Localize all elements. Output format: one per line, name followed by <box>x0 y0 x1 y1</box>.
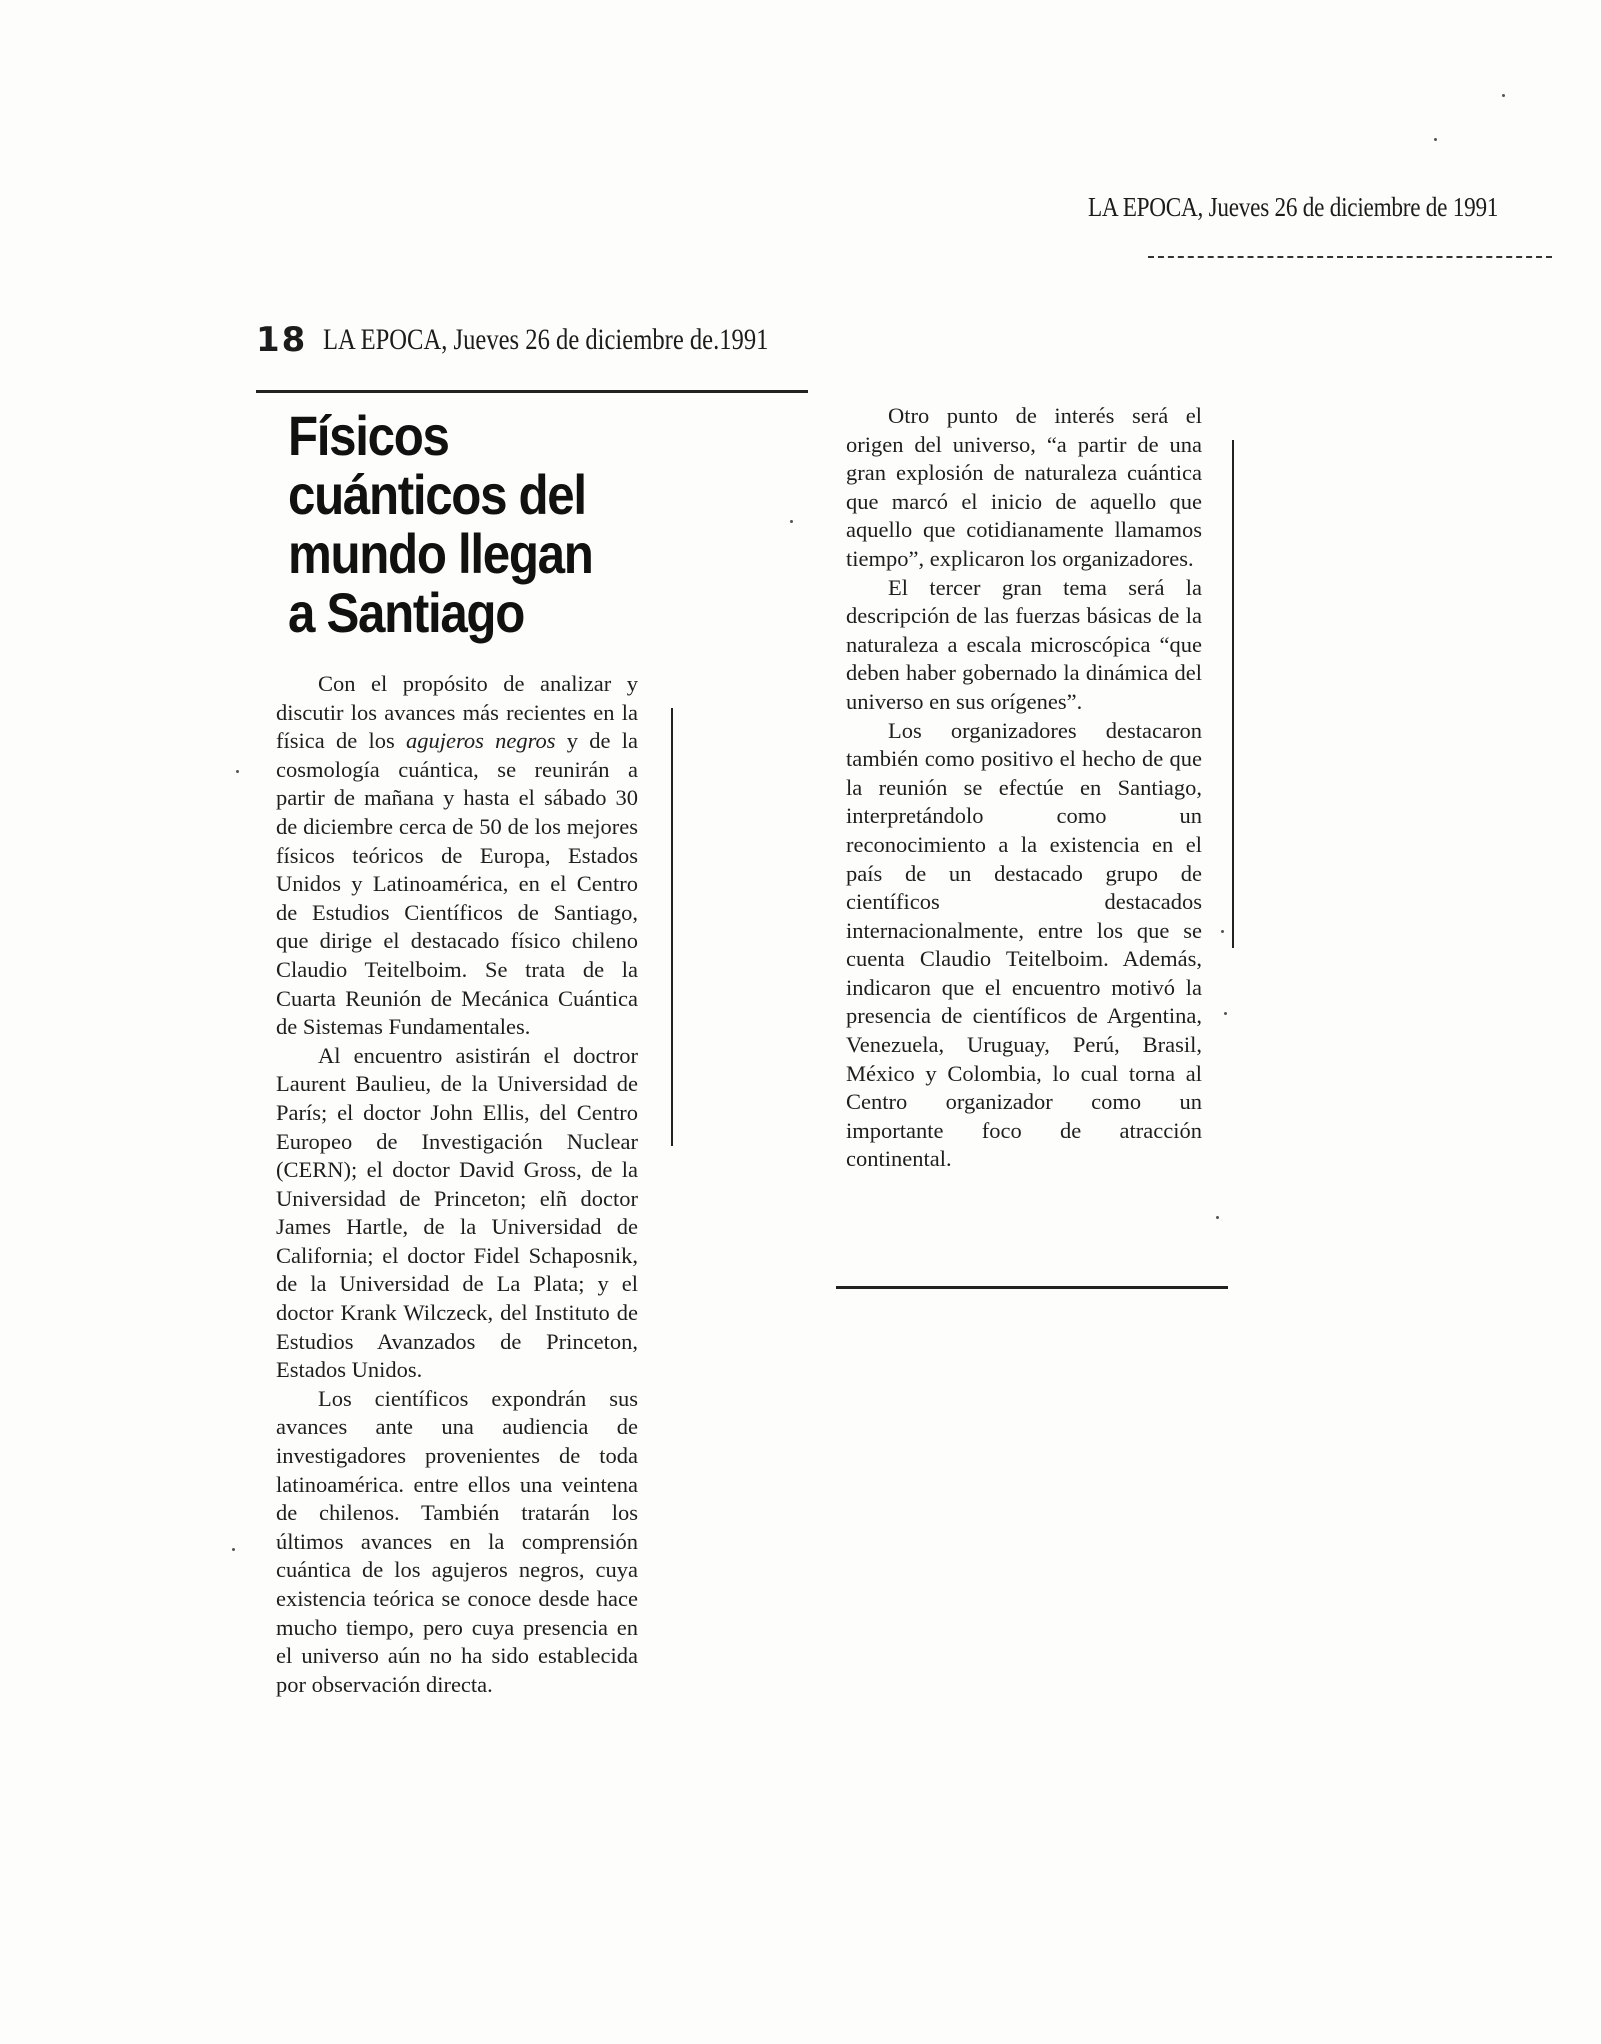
article-paragraph: Otro punto de interés será el origen del universo, “a partir de una gran explosión de naturaleza cuántica que marcó el inicio de aquello que aquello que cotidianamente llamamos tiempo”, explicaron los organizadores. <box>846 403 1202 571</box>
headline-line: mundo llegan <box>288 522 593 585</box>
article-headline <box>288 406 622 642</box>
article-paragraph: Los organizadores destacaron también como positivo el hecho de que la reunión se efectúe en Santiago, interpretándolo como un reconocimiento a la existencia en el país de un destacado grupo de científicos destacados internacionalmente, entre los que se cuenta Claudio Teitelboim. Además, indicaron que el encuentro motivó la presencia de científicos de Argentina, Venezuela, Uruguay, Perú, Brasil, México y Colombia, lo cual torna al Centro organizador como un importante foco de atracción continental. <box>846 717 1202 1172</box>
column-rule <box>671 708 673 1146</box>
article-paragraph: El tercer gran tema será la descripción de las fuerzas básicas de la naturaleza a escala microscópica “que deben haber gobernado la dinámica del universo en sus orígenes”. <box>846 574 1202 714</box>
top-divider <box>1148 256 1552 258</box>
paragraph-text: y de la cosmología cuántica, se reunirán a partir de mañana y hasta el sábado 30 de diciembre cerca de 50 de los mejores físicos teóricos de Europa, Estados Unidos y Latinoamérica, en el Centro de Estudios Científicos de Santiago, que dirige el destacado físico chileno Claudio Teitelboim. Se trata de la Cuarta Reunión de Mecánica Cuántica de Sistemas Fundamentales. <box>276 728 638 1040</box>
scan-speck <box>1216 1216 1219 1219</box>
scan-speck <box>790 520 793 523</box>
article-end-rule <box>836 1286 1228 1289</box>
headline-line: cuánticos del <box>288 463 586 526</box>
page-header-text: LA EPOCA, Jueves 26 de diciembre de.1991 <box>323 323 769 356</box>
article-right-column <box>846 402 1202 1174</box>
scan-speck <box>1221 930 1224 933</box>
column-rule <box>1232 440 1234 948</box>
scan-speck <box>236 770 239 773</box>
article-left-column <box>276 670 638 1699</box>
page-header <box>256 320 867 360</box>
header-divider <box>256 390 808 393</box>
scan-speck <box>232 1548 235 1551</box>
scan-speck <box>1502 94 1505 97</box>
article-paragraph: Los científicos expondrán sus avances ante una audiencia de investigadores provenientes de toda latinoamérica. entre ellos una veintena de chilenos. También tratarán los últimos avances en la comprensión cuántica de los agujeros negros, cuya existencia teórica se conoce desde hace mucho tiempo, pero cuya presencia en el universo aún no ha sido establecida por observación directa. <box>276 1385 638 1697</box>
headline-line: Físicos <box>288 404 449 467</box>
paragraph-text: Con el propósito de analizar y discutir los avances más recientes en la física de los <box>276 671 638 754</box>
scan-speck <box>1434 138 1437 141</box>
article-paragraph: Al encuentro asistirán el doctror Laurent Baulieu, de la Universidad de París; el doctor John Ellis, del Centro Europeo de Investigación Nuclear (CERN); el doctor David Gross, de la Universidad de Princeton; elñ doctor James Hartle, de la Universidad de California; el doctor Fidel Schaposnik, de la Universidad de La Plata; y el doctor Krank Wilczeck, del Instituto de Estudios Avanzados de Princeton, Estados Unidos. <box>276 1042 638 1383</box>
top-masthead: LA EPOCA, Jueves 26 de diciembre de 1991 <box>1088 192 1499 222</box>
article-paragraph <box>276 670 638 1042</box>
page-number: 18 <box>256 320 308 360</box>
emphasized-text: agujeros negros <box>405 728 556 754</box>
scan-speck <box>1224 1012 1227 1015</box>
headline-line: a Santiago <box>288 581 524 644</box>
